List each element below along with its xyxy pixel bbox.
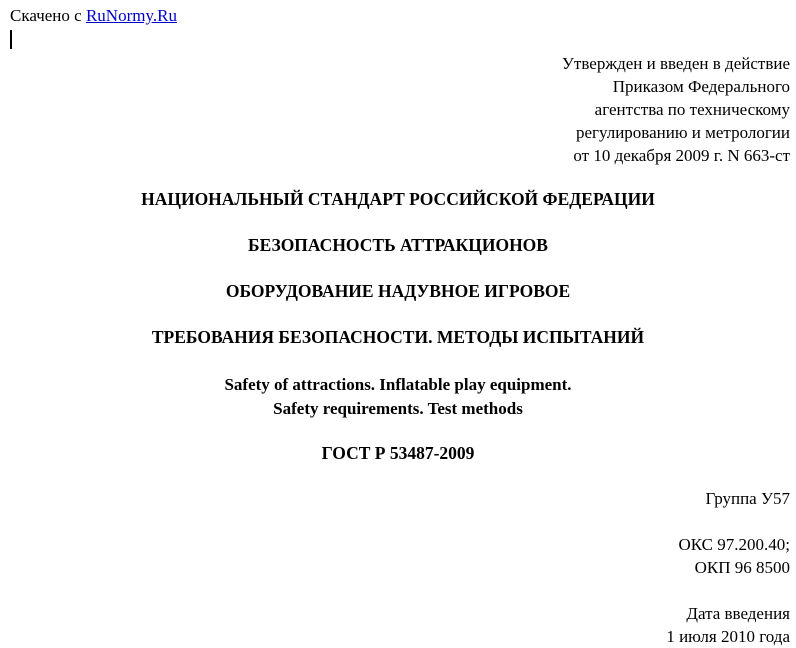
okp-code: ОКП 96 8500 [694, 558, 790, 577]
oks-code: ОКС 97.200.40; [678, 535, 790, 554]
gost-number: ГОСТ Р 53487-2009 [321, 443, 475, 463]
source-line [10, 6, 177, 26]
runormy-link[interactable]: RuNormy.Ru [85, 6, 177, 25]
introduction-date-block [666, 602, 790, 648]
subject-title: БЕЗОПАСНОСТЬ АТТРАКЦИОНОВ [248, 235, 548, 255]
english-title-line: Safety of attractions. Inflatable play equipment. [224, 375, 572, 394]
text-cursor [10, 30, 12, 49]
introduction-date: 1 июля 2010 года [666, 627, 790, 646]
standard-title: НАЦИОНАЛЬНЫЙ СТАНДАРТ РОССИЙСКОЙ ФЕДЕРАЦИИ [141, 189, 655, 209]
requirements-title: ТРЕБОВАНИЯ БЕЗОПАСНОСТИ. МЕТОДЫ ИСПЫТАНИЙ [151, 327, 645, 347]
introduction-label: Дата введения [686, 604, 790, 623]
approval-line: Утвержден и введен в действие [561, 54, 790, 73]
approval-block [562, 52, 790, 167]
approval-line: от 10 декабря 2009 г. N 663-ст [573, 146, 790, 165]
equipment-title: ОБОРУДОВАНИЕ НАДУВНОЕ ИГРОВОЕ [225, 281, 571, 301]
approval-line: регулированию и метрологии [575, 123, 790, 142]
english-title-line: Safety requirements. Test methods [273, 399, 523, 418]
classification-codes [678, 533, 790, 579]
source-prefix: Скачено с [10, 6, 82, 25]
approval-line: Приказом Федерального [612, 77, 790, 96]
english-title [0, 373, 796, 421]
approval-line: агентства по техническому [594, 100, 790, 119]
group-code: Группа У57 [705, 489, 790, 508]
